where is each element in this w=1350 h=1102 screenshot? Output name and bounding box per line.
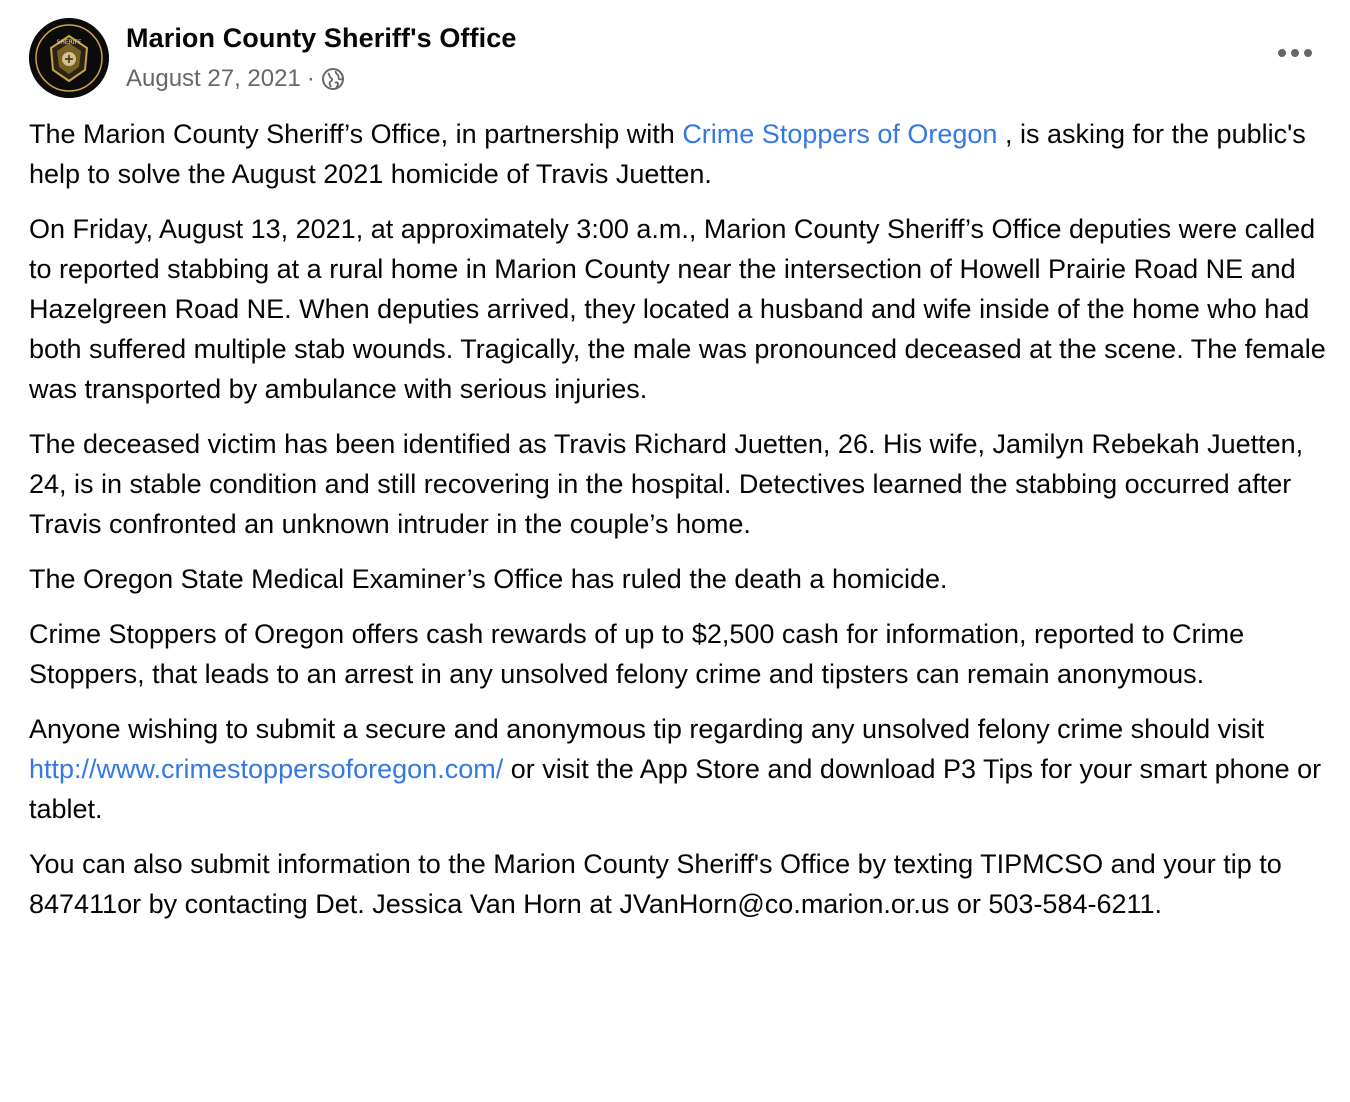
post-body [29,114,1329,939]
avatar[interactable] [29,18,109,98]
meta-separator: · [306,65,315,92]
paragraph-intro [29,114,1329,194]
post-date[interactable]: August 27, 2021 [126,65,301,92]
more-options-icon [1278,49,1286,57]
globe-icon[interactable] [321,67,345,91]
paragraph-text: Anyone wishing to submit a secure and anonymous tip regarding any unsolved felony crime should visit [29,714,1265,744]
crime-stoppers-link[interactable]: Crime Stoppers of Oregon [682,119,998,149]
paragraph-tip-info [29,709,1329,829]
paragraph-contact: You can also submit information to the Marion County Sheriff's Office by texting TIPMCSO and your tip to 847411or by contacting Det. Jessica Van Horn at JVanHorn@co.marion.or.us or 503-584-6211. [29,849,1282,919]
paragraph-reward: Crime Stoppers of Oregon offers cash rewards of up to $2,500 cash for information, reported to Crime Stoppers, that leads to an arrest in any unsolved felony crime and tipsters can remain anonymous. [29,619,1245,689]
paragraph-victim: The deceased victim has been identified as Travis Richard Juetten, 26. His wife, Jamilyn Rebekah Juetten, 24, is in stable condition and still recovering in the hospital. Detectives learned the stabbing occurred after Travis confronted an unknown intruder in the couple’s home. [29,429,1304,539]
paragraph-text: , is asking for the public's help to solve the August 2021 homicide of Travis Juetten. [29,119,1306,189]
paragraph-ruling: The Oregon State Medical Examiner’s Office has ruled the death a homicide. [29,564,948,594]
badge-text: SHERIFF [56,39,82,46]
more-options-button[interactable] [1273,38,1317,68]
more-options-icon [1291,49,1299,57]
page-name-link[interactable]: Marion County Sheriff's Office [126,23,517,53]
paragraph-text: or visit the App Store and download P3 Tips for your smart phone or tablet. [29,754,1322,824]
sheriff-badge-icon [29,18,109,98]
post-meta [126,65,345,93]
crimestoppers-url-link[interactable]: http://www.crimestoppersoforegon.com/ [29,754,504,784]
paragraph-text: The Marion County Sheriff’s Office, in partnership with [29,119,683,149]
post-header [29,18,1319,98]
more-options-icon [1304,49,1312,57]
paragraph-incident: On Friday, August 13, 2021, at approximately 3:00 a.m., Marion County Sheriff’s Office deputies were called to reported stabbing at a rural home in Marion County near the intersection of Howell Prairie Road NE and Hazelgreen Road NE. When deputies arrived, they located a husband and wife inside of the home who had both suffered multiple stab wounds. Tragically, the male was pronounced deceased at the scene. The female was transported by ambulance with serious injuries. [29,214,1326,404]
